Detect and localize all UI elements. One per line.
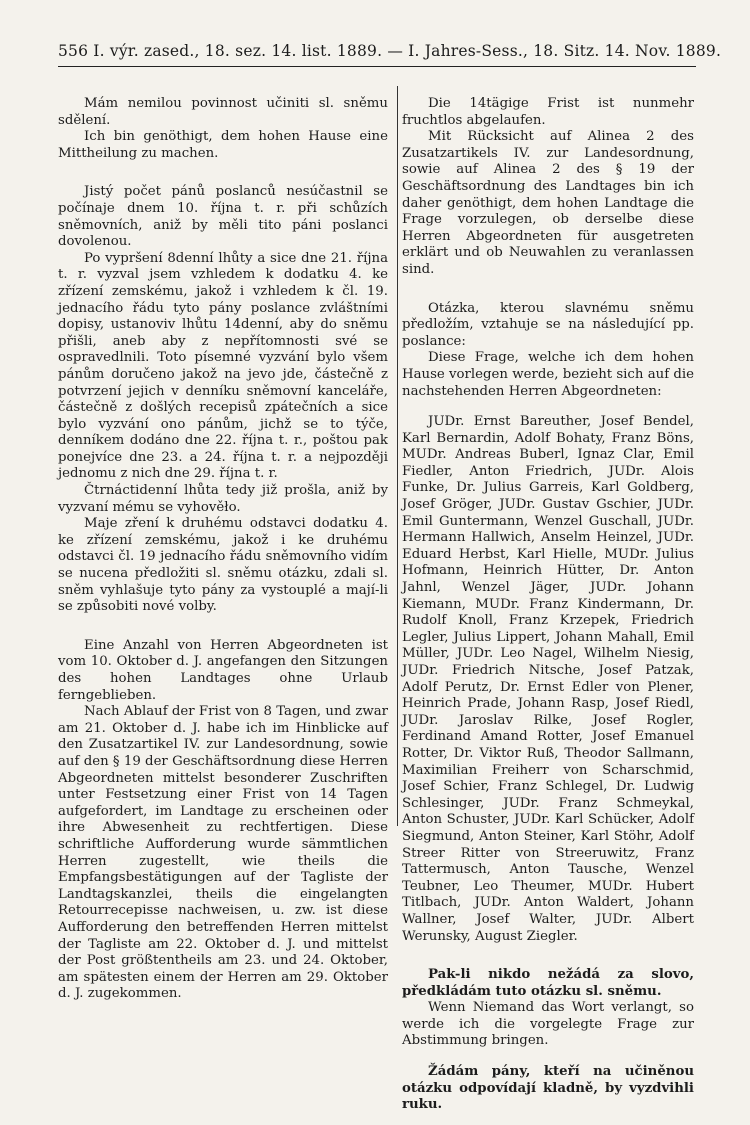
paragraph: Nach Ablauf der Frist von 8 Tagen, und zwar am 21. Oktober d. J. habe ich im Hinblicke auf den Zusatzartikel IV. zur Landesordnung, sowie auf den § 19 der Geschäftsordnung diese Herren Abgeordneten mittelst besonderer Zuschriften unter Festsetzung einer Frist von 14 Tagen aufgefordert, im Landtage zu erscheinen oder ihre Abwesenheit zu rechtfertigen. Diese schriftliche Aufforderung wurde sämmtlichen Herren zugestellt, wie theils die Empfangsbestätigungen auf der Tagliste der Landtagskanzlei, theils die eingelangten Retourrecepisse nachweisen, u. zw. ist diese Aufforderung den betreffenden Herren mittelst der Tagliste am 22. Oktober d. J. und mittelst der Post größtentheils am 23. und 24. Oktober, am spätesten einem der Herren am 29. Oktober d. J. zugekommen. xyxy=(58,704,388,1002)
paragraph: Po vypršení 8denní lhůty a sice dne 21. října t. r. vyzval jsem vzhledem k dodatku 4. ke zřízení zemskému, jakož i vzhledem k čl. 19. jednacího řádu tyto pány poslance zvláštními dopisy, ustanoviv lhůtu 14denní, aby do sněmu přišli, aneb aby z nepřítomnosti své se ospravedlnili. Toto písemné vyzvání bylo všem pánům doručeno jakož na jevo jde, částečně z potvrzení jejich v denníku sněmovní kanceláře, částečně z došlých recepisů zpátečních a sice bylo vyzvání ono pánům, jichž se to týče, denníkem dodáno dne 22. října t. r., poštou pak ponejvíce dne 23. a 24. října t. r. a nejpozději jednomu z nich dne 29. října t. r. xyxy=(58,250,388,482)
paragraph: Pak-li nikdo nežádá za slovo, předkládám tuto otázku sl. sněmu. xyxy=(402,967,694,999)
paragraph: Eine Anzahl von Herren Abgeordneten ist vom 10. Oktober d. J. angefangen den Sitzungen des hohen Landtages ohne Urlaub ferngeblieben. xyxy=(58,637,388,703)
paragraph: Mám nemilou povinnost učiniti sl. sněmu sdělení. xyxy=(58,96,388,128)
paragraph: Žádám pány, kteří na učiněnou otázku odpovídají kladně, by vyzdvihli ruku. xyxy=(402,1064,694,1113)
paragraph: Čtrnáctidenní lhůta tedy již prošla, aniž by vyzvaní mému se vyhověło. xyxy=(58,483,388,515)
column-divider xyxy=(397,86,398,826)
left-column xyxy=(58,96,388,1003)
deputies-list: JUDr. Ernst Bareuther, Josef Bendel, Karl Bernardin, Adolf Bohaty, Franz Böns, MUDr. Andreas Buberl, Ignaz Clar, Emil Fiedler, Anton Friedrich, JUDr. Alois Funke, Dr. Julius Garreis, Karl Goldberg, Josef Gröger, JUDr. Gustav Gschier, JUDr. Emil Guntermann, Wenzel Guschall, JUDr. Hermann Hallwich, Anselm Heinzel, JUDr. Eduard Herbst, Karl Hielle, MUDr. Julius Hofmann, Heinrich Hütter, Dr. Anton Jahnl, Wenzel Jäger, JUDr. Johann Kiemann, MUDr. Franz Kindermann, Dr. Rudolf Knoll, Franz Krzepek, Friedrich Legler, Julius Lippert, Johann Mahall, Emil Müller, JUDr. Leo Nagel, Wilhelm Niesig, JUDr. Friedrich Nitsche, Josef Patzak, Adolf Perutz, Dr. Ernst Edler von Plener, Heinrich Prade, Johann Rasp, Josef Riedl, JUDr. Jaroslav Rilke, Josef Rogler, Ferdinand Amand Rotter, Josef Emanuel Rotter, Dr. Viktor Ruß, Theodor Sallmann, Maximilian Freiherr von Scharschmid, Josef Schier, Franz Schlegel, Dr. Ludwig Schlesinger, JUDr. Franz Schmeykal, Anton Schuster, JUDr. Karl Schücker, Adolf Siegmund, Anton Steiner, Karl Stöhr, Adolf Streer Ritter von Streeruwitz, Franz Tattermusch, Anton Tausche, Wenzel Teubner, Leo Theumer, MUDr. Hubert Titlbach, JUDr. Anton Waldert, Johann Wallner, Josef Walter, JUDr. Albert Werunsky, August Ziegler. xyxy=(402,414,694,944)
paragraph: Ich bin genöthigt, dem hohen Hause eine Mittheilung zu machen. xyxy=(58,129,388,161)
page-header: 556 I. výr. zased., 18. sez. 14. list. 1889. — I. Jahres-Sess., 18. Sitz. 14. Nov. 1889. xyxy=(58,42,722,60)
paragraph: Maje zření k druhému odstavci dodatku 4. ke zřízení zemskému, jakož i ke druhému odstavci čl. 19 jednacího řádu sněmovního vidím se nucena předložiti sl. sněmu otázku, zdali sl. sněm vyhlašuje tyto pány za vystouplé a mají-li se způsobiti nové volby. xyxy=(58,516,388,615)
paragraph: Die 14tägige Frist ist nunmehr fruchtlos abgelaufen. xyxy=(402,96,694,128)
paragraph: Diese Frage, welche ich dem hohen Hause vorlegen werde, bezieht sich auf die nachstehenden Herren Abgeordneten: xyxy=(402,350,694,399)
paragraph: Jistý počet pánů poslanců nesúčastnil se počínaje dnem 10. října t. r. při schůzích sněmovních, aniž by měli tito páni poslanci dovolenou. xyxy=(58,184,388,250)
paragraph: Mit Rücksicht auf Alinea 2 des Zusatzartikels IV. zur Landesordnung, sowie auf Alinea 2 des § 19 der Geschäftsordnung des Landtages bin ich daher genöthigt, dem hohen Landtage die Frage vorzulegen, ob derselbe diese Herren Abgeordneten für ausgetreten erklärt und ob Neuwahlen zu veranlassen sind. xyxy=(402,129,694,277)
right-column xyxy=(402,96,694,1114)
paragraph: Wenn Niemand das Wort verlangt, so werde ich die vorgelegte Frage zur Abstimmung bringen. xyxy=(402,1000,694,1049)
header-rule xyxy=(58,66,696,67)
paragraph: Otázka, kterou slavnému sněmu předložím, vztahuje se na následující pp. poslance: xyxy=(402,300,694,349)
